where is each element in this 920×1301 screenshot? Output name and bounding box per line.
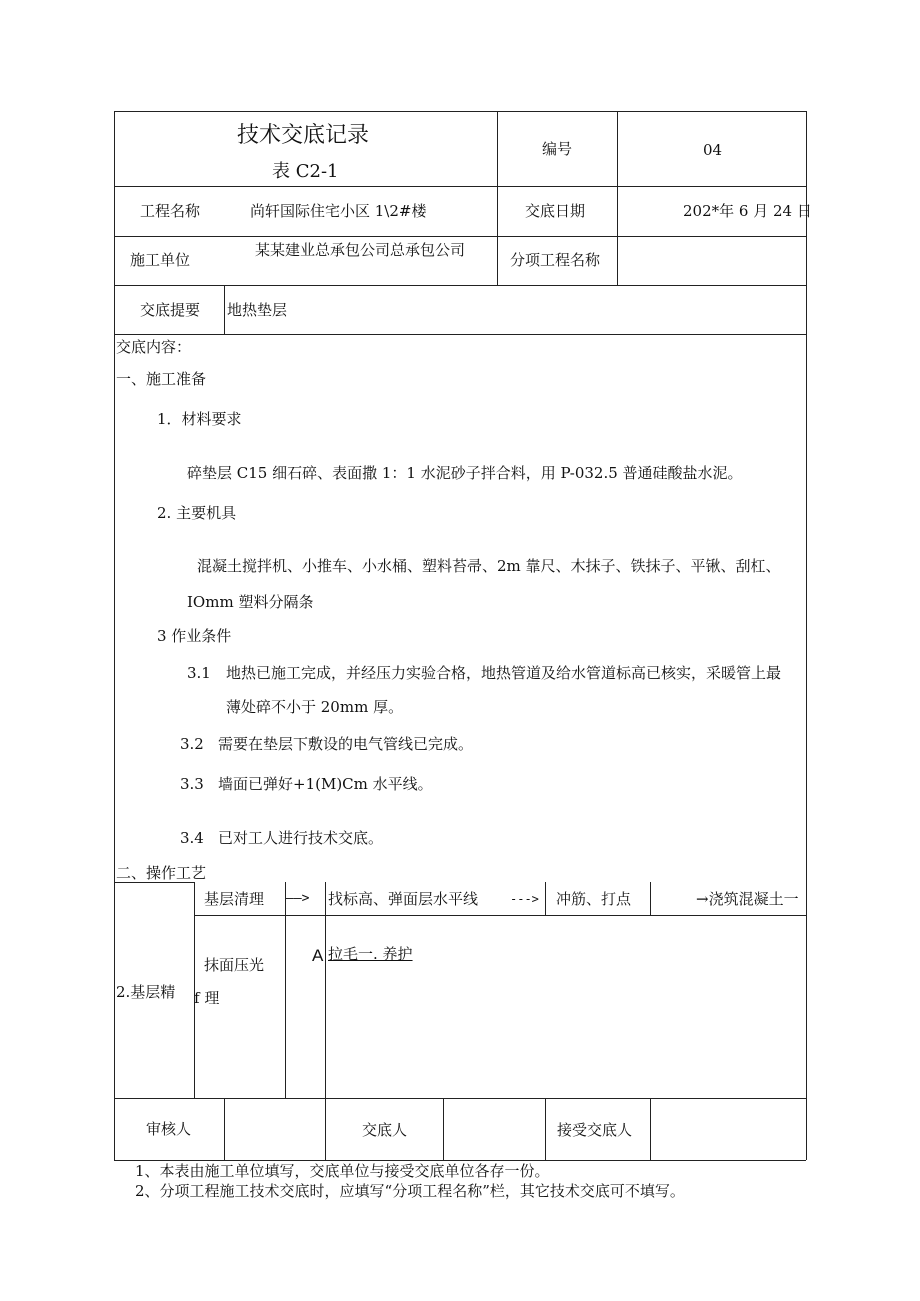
summary-value: 地热垫层	[227, 301, 288, 319]
number-label: 编号	[542, 140, 573, 158]
form-code: 表 C2-1	[272, 161, 339, 182]
date-label: 交底日期	[525, 202, 586, 220]
condition-3-4-number: 3.4	[180, 829, 204, 847]
arrow-right-icon: --->	[510, 892, 539, 906]
date-value: 202*年 6 月 24 日	[683, 202, 812, 220]
item-1-text: 碎垫层 C15 细石碎、表面撒 1：1 水泥砂子拌合料，用 P-032.5 普通硅酸盐水泥。	[187, 464, 743, 482]
process-side-label: 2.基层精	[116, 983, 176, 1001]
receiver-label: 接受交底人	[557, 1121, 633, 1139]
sub-project-label: 分项工程名称	[510, 251, 601, 269]
note-2: 2、分项工程施工技术交底时，应填写“分项工程名称”栏，其它技术交底可不填写。	[135, 1182, 685, 1200]
project-name-value: 尚轩国际住宅小区 1\2#楼	[250, 202, 427, 220]
section-2-heading: 二、操作工艺	[116, 864, 207, 882]
condition-3-4-text: 已对工人进行技术交底。	[218, 829, 384, 847]
process-step-leveling: 找标高、弹面层水平线	[328, 890, 479, 908]
item-2-text-line-2: IOmm 塑料分隔条	[187, 593, 314, 611]
process-step-pouring: →浇筑混凝土一	[696, 890, 799, 908]
item-1-title: 1．材料要求	[157, 410, 242, 428]
item-2-text-line-1: 混凝土搅拌机、小推车、小水桶、塑料苔帚、2m 靠尺、木抹子、铁抹子、平锹、刮杠、	[197, 557, 781, 575]
condition-3-2-number: 3.2	[180, 735, 204, 753]
contractor-label: 施工单位	[130, 251, 191, 269]
content-heading: 交底内容：	[116, 338, 192, 356]
process-step-base-cleaning: 基层清理	[204, 890, 265, 908]
arrow-up-icon: A	[312, 946, 324, 965]
project-name-label: 工程名称	[140, 202, 201, 220]
number-value: 04	[703, 141, 723, 159]
condition-3-2-text: 需要在垫层下敷设的电气管线已完成。	[218, 735, 474, 753]
item-2-title: 2. 主要机具	[157, 504, 237, 522]
process-step-screeding: 冲筋、打点	[556, 890, 632, 908]
page-title: 技术交底记录	[237, 123, 370, 148]
condition-3-3-text: 墙面已弹好+1(M)Cm 水平线。	[218, 775, 433, 793]
process-step-troweling-line-2: f 理	[194, 989, 220, 1007]
condition-3-1-line-2: 薄处碎不小于 20mm 厚。	[226, 698, 404, 716]
process-step-curing: 拉毛一. 养护	[328, 945, 413, 963]
discloser-label: 交底人	[362, 1121, 408, 1139]
arrow-right-icon: ——>	[286, 891, 310, 906]
condition-3-3-number: 3.3	[180, 775, 204, 793]
note-1: 1、本表由施工单位填写，交底单位与接受交底单位各存一份。	[135, 1162, 550, 1180]
item-3-title: 3 作业条件	[157, 627, 232, 645]
section-1-heading: 一、施工准备	[116, 370, 207, 388]
contractor-value: 某某建业总承包公司总承包公司	[255, 241, 466, 259]
condition-3-1-line-1: 地热已施工完成，并经压力实验合格，地热管道及给水管道标高已核实，采暖管上最	[226, 664, 782, 682]
summary-label: 交底提要	[140, 301, 201, 319]
reviewer-label: 审核人	[146, 1120, 192, 1138]
condition-3-1-number: 3.1	[187, 664, 211, 682]
process-step-troweling-line-1: 抹面压光	[204, 956, 265, 974]
